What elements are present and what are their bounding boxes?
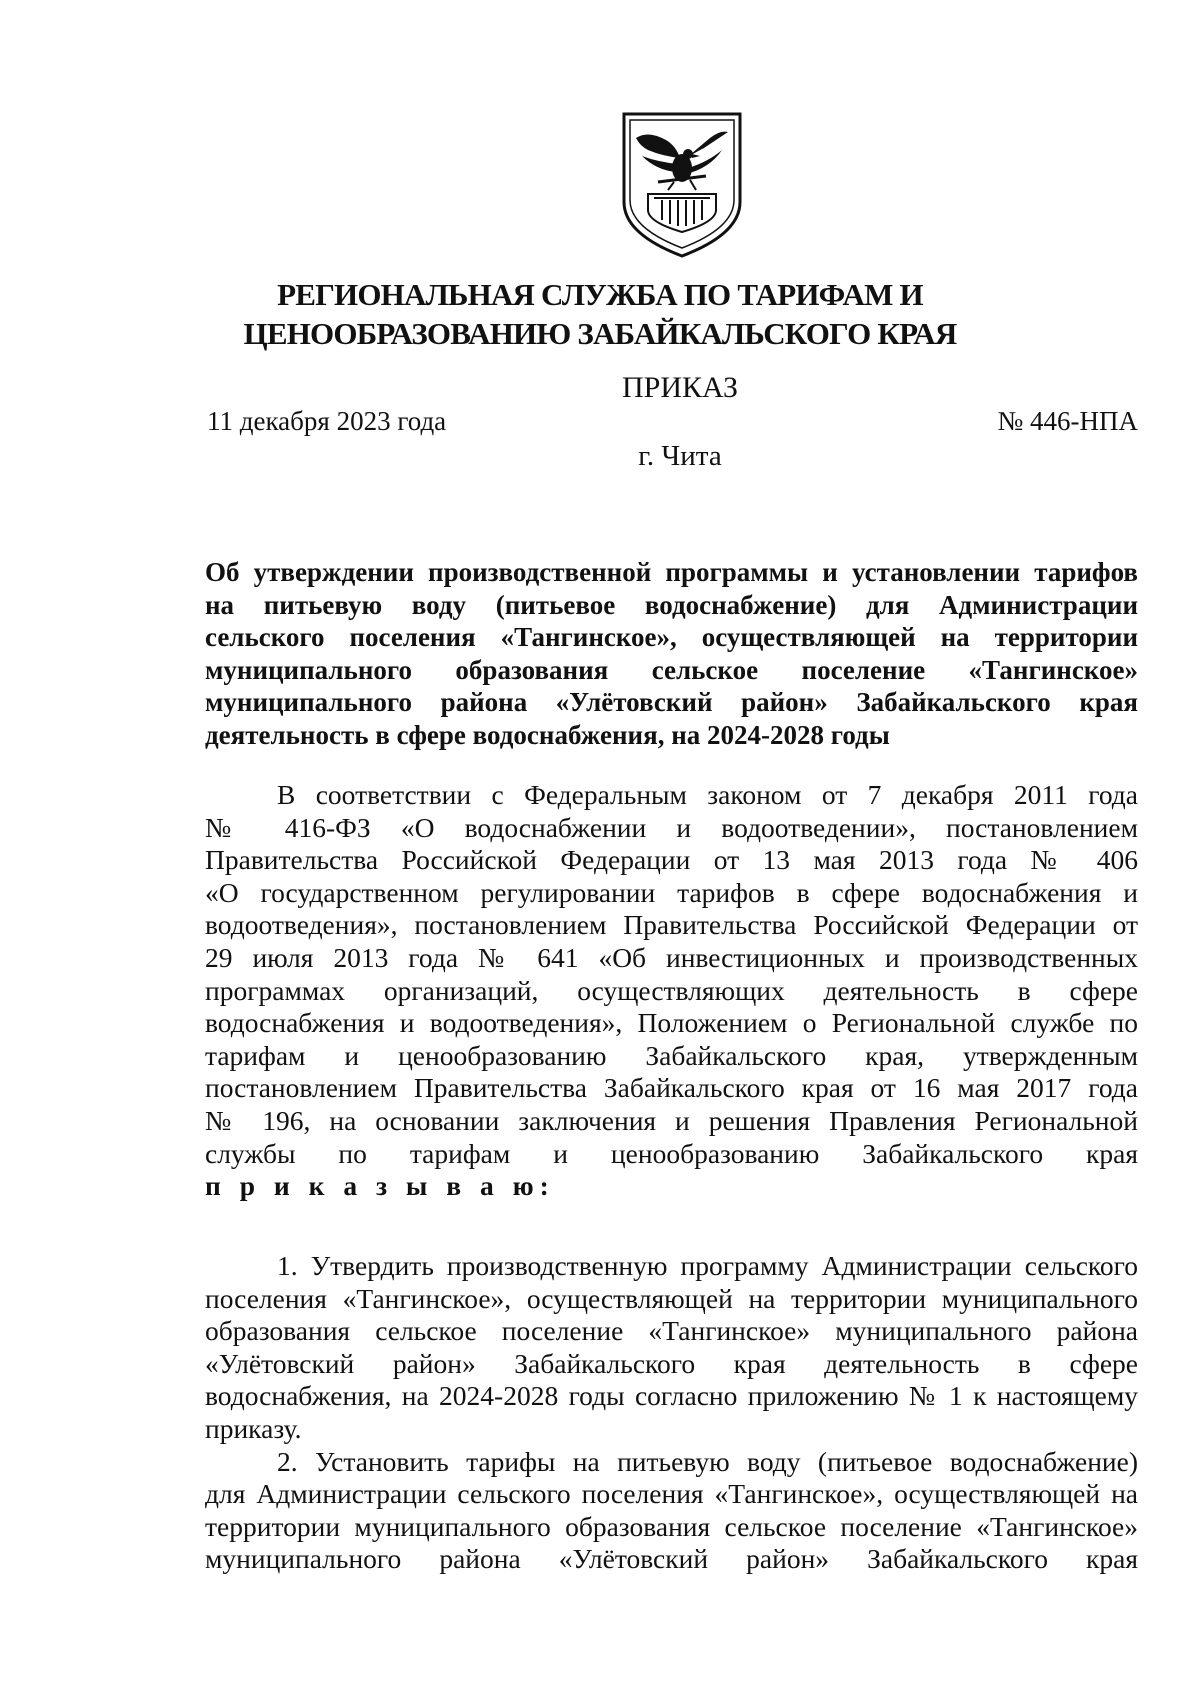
preamble-line: службы по тарифам и ценообразованию Забайкальского края: [205, 1137, 1138, 1169]
preamble-line: постановлением Правительства Забайкальского края от 16 мая 2017 года: [205, 1072, 1138, 1104]
preamble-line: водоотведения», постановлением Правительства Российской Федерации от: [205, 909, 1138, 941]
item-1-line: «Улётовский район» Забайкальского края деятельность в сфере: [205, 1347, 1138, 1379]
preamble-line: 29 июля 2013 года № 641 «Об инвестиционных и производственных: [205, 941, 1138, 973]
title-line: сельского поселения «Тангинское», осуществляющей на территории: [205, 622, 1138, 653]
item-2-line: муниципального района «Улётовский район» Забайкальского края: [205, 1543, 1138, 1575]
item-2-line: 2. Установить тарифы на питьевую воду (питьевое водоснабжение): [277, 1445, 1138, 1477]
preamble-line: № 416-ФЗ «О водоснабжении и водоотведении», постановлением: [205, 811, 1138, 843]
document-date: 11 декабря 2023 года: [207, 406, 447, 436]
document-number: № 446-НПА: [997, 406, 1138, 436]
preamble-line: тарифам и ценообразованию Забайкальского края, утвержденным: [205, 1039, 1138, 1071]
title-line: на питьевую воду (питьевое водоснабжение) для Администрации: [205, 589, 1138, 620]
document-type: ПРИКАЗ: [622, 371, 738, 404]
coat-of-arms-emblem: [618, 110, 746, 258]
item-2-line: территории муниципального образования сельское поселение «Тангинское»: [205, 1510, 1138, 1542]
order-word: п р и к а з ы в а ю:: [205, 1170, 555, 1202]
agency-name-line-1: РЕГИОНАЛЬНАЯ СЛУЖБА ПО ТАРИФАМ И: [277, 277, 923, 312]
agency-name-line-2: ЦЕНООБРАЗОВАНИЮ ЗАБАЙКАЛЬСКОГО КРАЯ: [243, 316, 957, 351]
preamble-line: № 196, на основании заключения и решения Правления Региональной: [205, 1104, 1138, 1136]
item-2-line: для Администрации сельского поселения «Тангинское», осуществляющей на: [205, 1478, 1138, 1510]
document-city: г. Чита: [638, 440, 722, 472]
document-title: [205, 556, 1138, 752]
preamble-line: программах организаций, осуществляющих деятельность в сфере: [205, 974, 1138, 1006]
item-1-line: 1. Утвердить производственную программу Администрации сельского: [277, 1250, 1138, 1281]
title-line: деятельность в сфере водоснабжения, на 2024-2028 годы: [205, 719, 890, 750]
item-1-line: поселения «Тангинское», осуществляющей на территории муниципального: [205, 1282, 1138, 1314]
order-items: [205, 1250, 1138, 1576]
item-1-line: приказу.: [205, 1412, 302, 1444]
title-line: муниципального района «Улётовский район» Забайкальского края: [205, 687, 1138, 718]
preamble-line: водоснабжения и водоотведения», Положением о Региональной службе по: [205, 1007, 1138, 1039]
item-1-line: образования сельское поселение «Тангинское» муниципального района: [205, 1315, 1138, 1347]
preamble-line: В соответствии с Федеральным законом от 7 декабря 2011 года: [277, 779, 1138, 810]
title-line: Об утверждении производственной программы и установлении тарифов: [205, 557, 1138, 587]
item-1-line: водоснабжения, на 2024-2028 годы согласно приложению № 1 к настоящему: [205, 1380, 1138, 1412]
title-line: муниципального образования сельское поселение «Тангинское»: [205, 654, 1138, 685]
preamble-paragraph: [205, 779, 1138, 1203]
preamble-line: Правительства Российской Федерации от 13 мая 2013 года № 406: [205, 844, 1138, 876]
preamble-line: «О государственном регулировании тарифов в сфере водоснабжения и: [205, 876, 1138, 908]
